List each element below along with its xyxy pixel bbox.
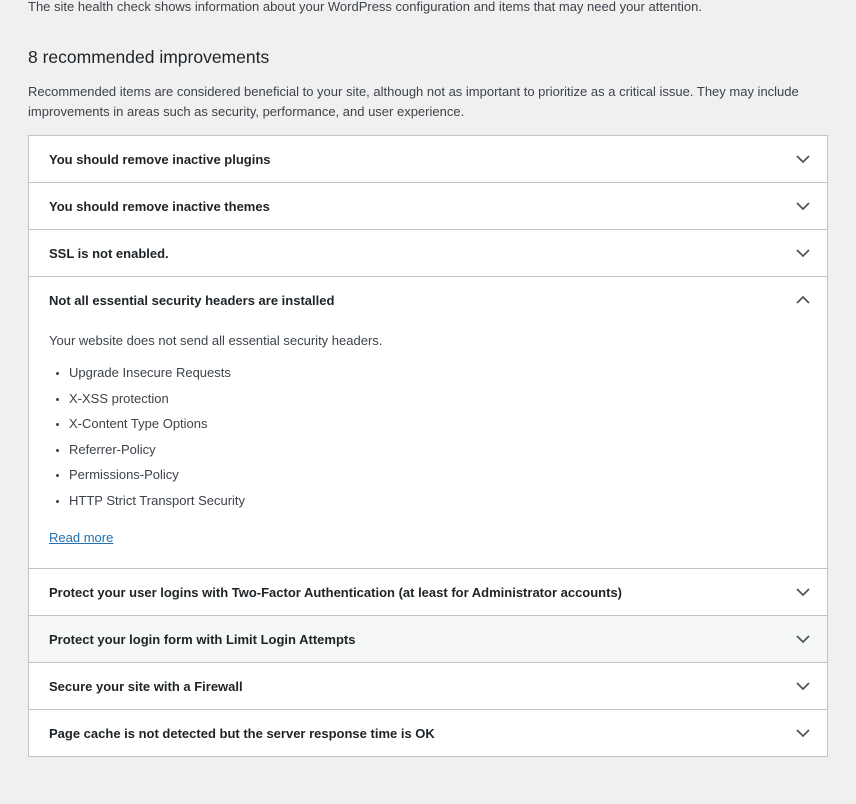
chevron-down-icon: [795, 725, 811, 741]
accordion-title: SSL is not enabled.: [49, 245, 169, 261]
chevron-down-icon: [795, 678, 811, 694]
accordion-item-expanded: [29, 277, 827, 569]
accordion-toggle-page-cache[interactable]: [29, 710, 827, 756]
accordion-item: [29, 710, 827, 756]
chevron-up-icon: [795, 292, 811, 308]
accordion-title: Protect your user logins with Two-Factor Authentication (at least for Administrator accounts): [49, 584, 623, 600]
accordion-toggle-two-factor[interactable]: [29, 569, 827, 615]
page-intro-text: The site health check shows information about your WordPress configuration and items that may need your attention.: [28, 0, 702, 14]
chevron-down-icon: [795, 584, 811, 600]
list-item: • Referrer-Policy: [69, 440, 807, 459]
list-item: • HTTP Strict Transport Security: [69, 491, 807, 510]
accordion-title: Page cache is not detected but the server response time is OK: [49, 725, 435, 741]
accordion-toggle-limit-login[interactable]: [29, 616, 827, 662]
list-item: • Upgrade Insecure Requests: [69, 363, 807, 382]
chevron-down-icon: [795, 245, 811, 261]
chevron-down-icon: [795, 198, 811, 214]
accordion-item: [29, 616, 827, 663]
panel-description: Your website does not send all essential security headers.: [49, 333, 383, 348]
chevron-down-icon: [795, 631, 811, 647]
list-item: • X-XSS protection: [69, 389, 807, 408]
recommendations-accordion: [28, 135, 828, 757]
list-item: • X-Content Type Options: [69, 414, 807, 433]
accordion-title: Not all essential security headers are installed: [49, 292, 335, 308]
section-description: Recommended items are considered beneficial to your site, although not as important to prioritize as a critical issue. They may include improvements in areas such as security, performance, and user experience.: [28, 84, 799, 119]
accordion-item: [29, 136, 827, 183]
accordion-toggle-firewall[interactable]: [29, 663, 827, 709]
read-more-link[interactable]: Read more: [49, 530, 114, 545]
accordion-item: [29, 663, 827, 710]
accordion-item: [29, 230, 827, 277]
accordion-panel-security-headers: [29, 323, 827, 568]
list-item: • Permissions-Policy: [69, 465, 807, 484]
missing-headers-list: [49, 363, 807, 510]
accordion-toggle-inactive-plugins[interactable]: [29, 136, 827, 182]
section-title: 8 recommended improvements: [28, 47, 270, 67]
accordion-title: You should remove inactive plugins: [49, 151, 271, 167]
accordion-title: Secure your site with a Firewall: [49, 678, 243, 694]
accordion-item: [29, 183, 827, 230]
chevron-down-icon: [795, 151, 811, 167]
accordion-title: You should remove inactive themes: [49, 198, 270, 214]
accordion-title: Protect your login form with Limit Login Attempts: [49, 631, 356, 647]
accordion-item: [29, 569, 827, 616]
accordion-toggle-ssl[interactable]: [29, 230, 827, 276]
accordion-toggle-security-headers[interactable]: [29, 277, 827, 323]
accordion-toggle-inactive-themes[interactable]: [29, 183, 827, 229]
